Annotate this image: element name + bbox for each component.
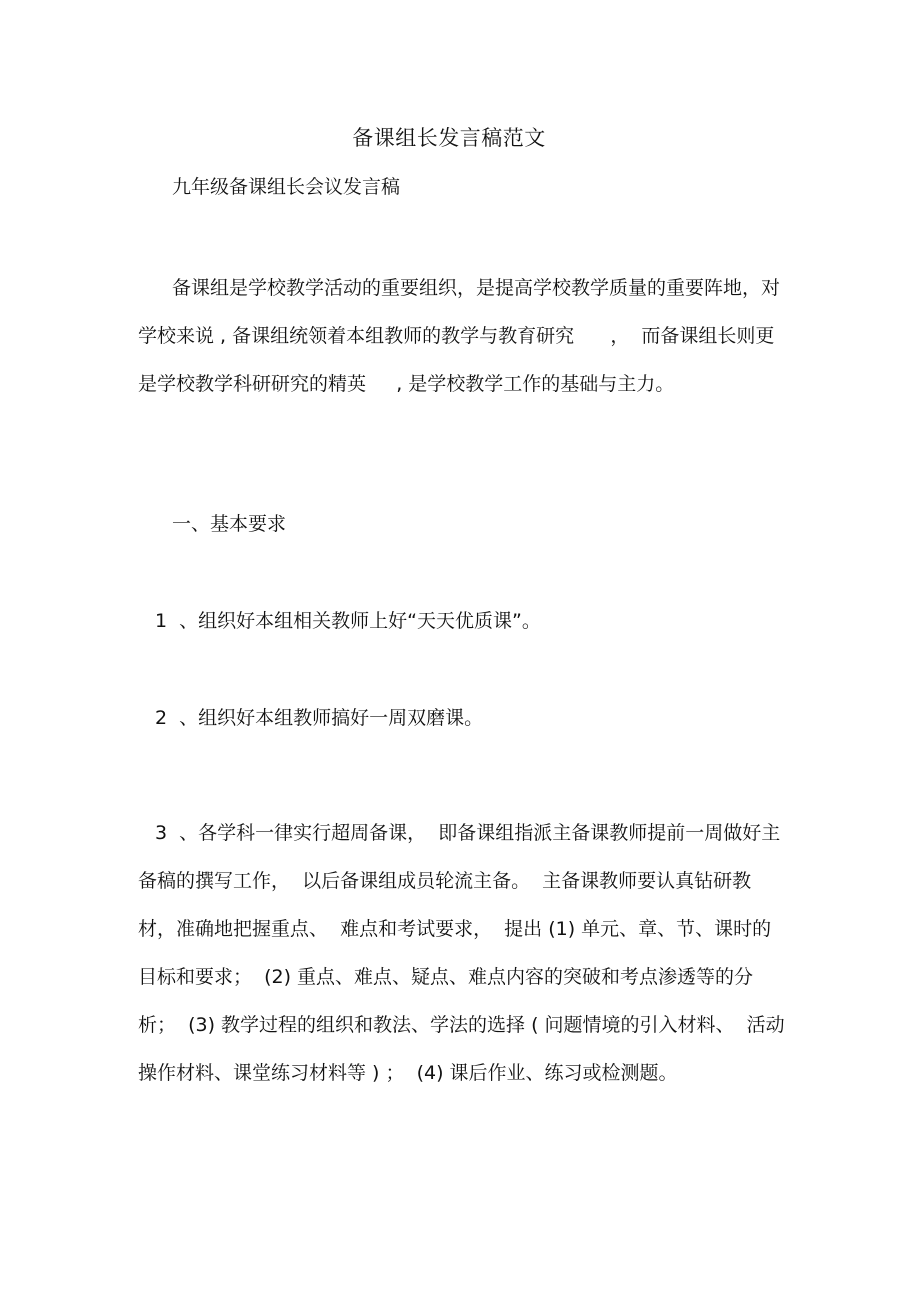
document-title: 备课组长发言稿范文 bbox=[352, 126, 546, 150]
requirement-item-1: 1 、组织好本组相关教师上好“天天优质课”。 bbox=[155, 610, 541, 632]
requirement-item-2: 2 、组织好本组教师搞好一周双磨课。 bbox=[155, 707, 484, 729]
requirement-item-3: 3 、各学科一律实行超周备课， 即备课组指派主备课教师提前一周做好主备稿的撰写工作， 以后备课组成员轮流主备。 主备课教师要认真钻研教材，准确地把握重点、 难点和考试要求， 提出 (1) 单元、章、节、课时的目标和要求； (2) 重点、难点、疑点、难点内容的突破和考点渗透等的分析； (3) 教学过程的组织和教法、学法的选择 ( 问题情境的引入材料、 活动操作材料、课堂练习材料等 ) ； (4) 课后作业、练习或检测题。 bbox=[138, 822, 785, 1084]
intro-paragraph: 备课组是学校教学活动的重要组织，是提高学校教学质量的重要阵地，对学校来说 , 备课组统领着本组教师的教学与教育研究 ， 而备课组长则更是学校教学科研研究的精英 , 是学校教学工作的基础与主力。 bbox=[138, 277, 781, 395]
document-subtitle: 九年级备课组长会议发言稿 bbox=[172, 176, 401, 198]
section-heading: 一、基本要求 bbox=[172, 513, 287, 535]
